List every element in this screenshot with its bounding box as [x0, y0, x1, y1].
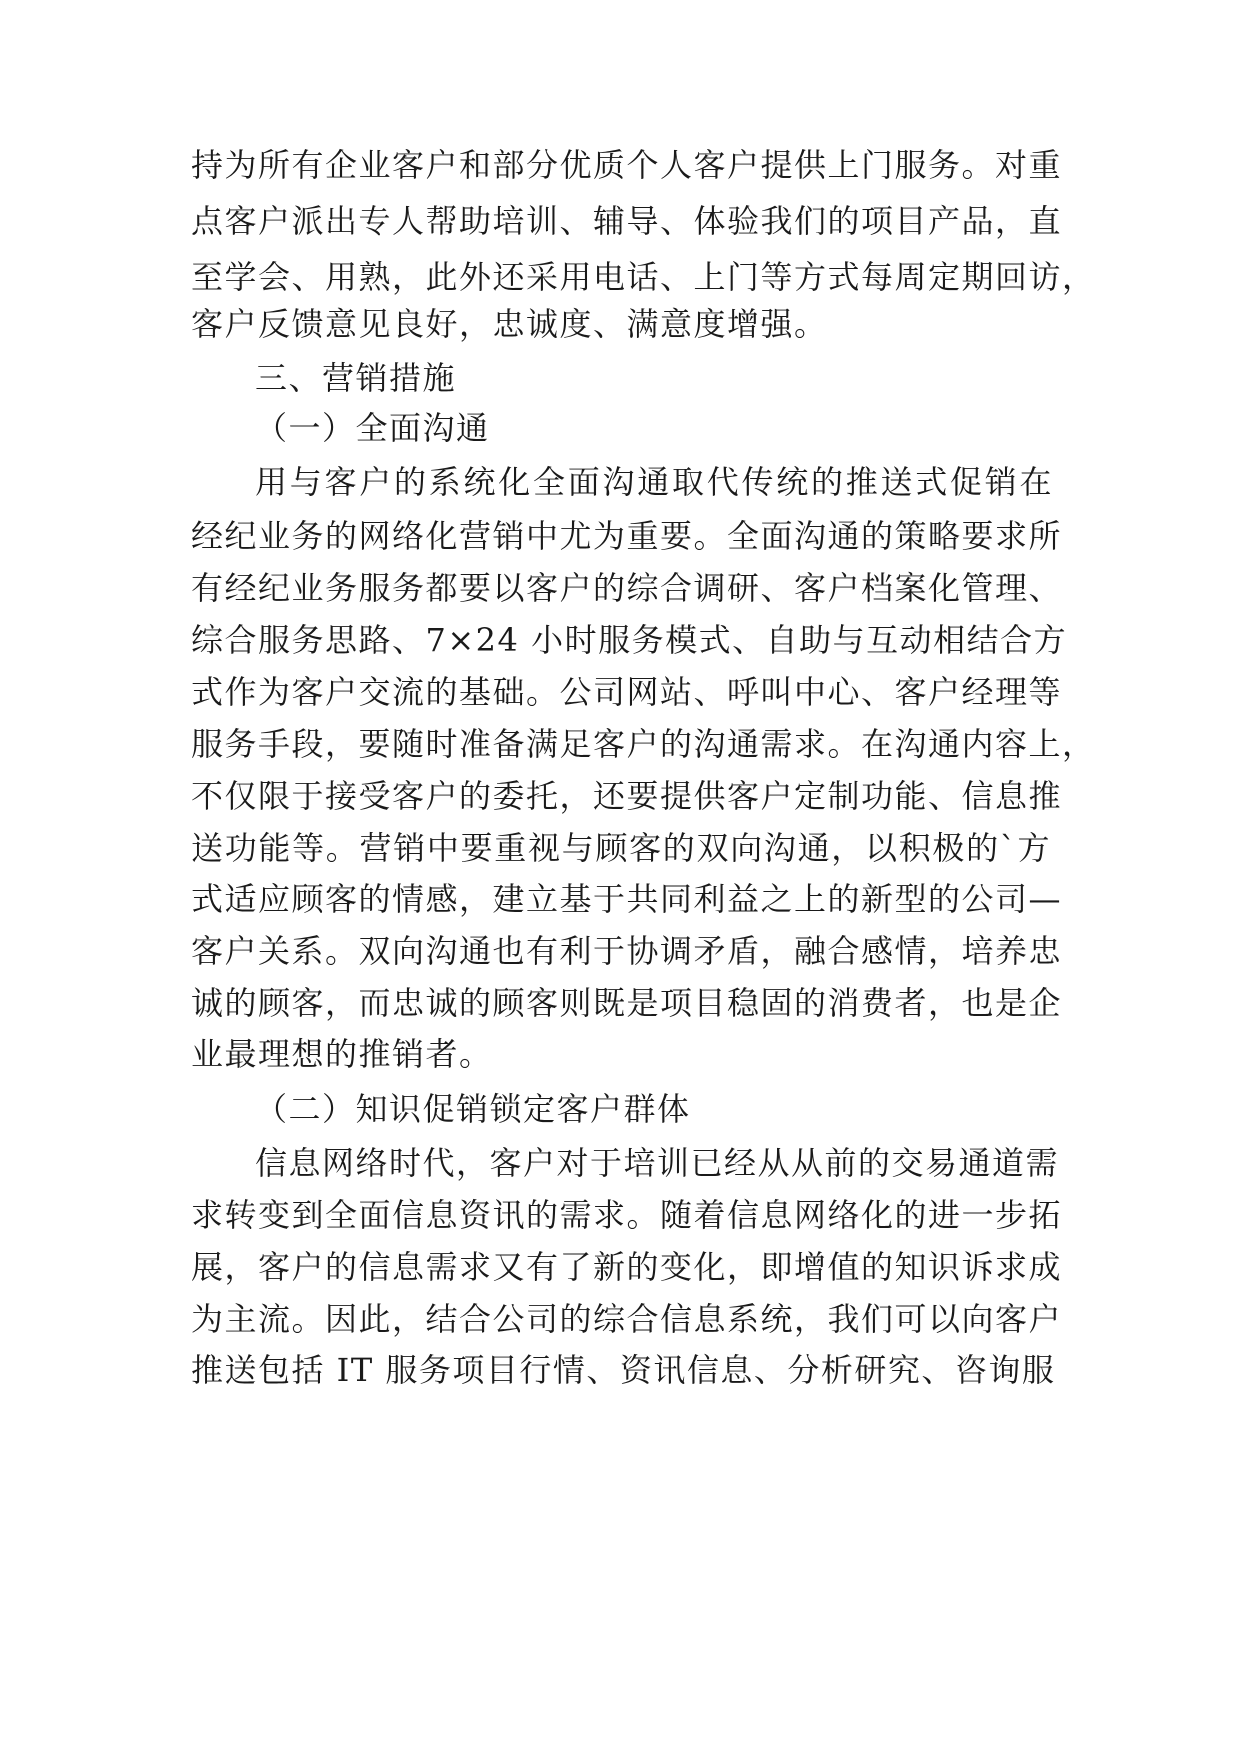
paragraph-line: 用与客户的系统化全面沟通取代传统的推送式促销在	[255, 463, 1053, 501]
paragraph-line: 式适应顾客的情感，建立基于共同利益之上的新型的公司—	[191, 880, 1063, 918]
paragraph-line: 推送包括 IT 服务项目行情、资讯信息、分析研究、咨询服	[191, 1351, 1056, 1389]
paragraph-line: 客户关系。双向沟通也有利于协调矛盾，融合感情，培养忠	[191, 932, 1063, 970]
paragraph-line: 客户反馈意见良好，忠诚度、满意度增强。	[191, 305, 828, 343]
paragraph-line: 求转变到全面信息资讯的需求。随着信息网络化的进一步拓	[191, 1196, 1063, 1234]
paragraph-line: 诚的顾客，而忠诚的顾客则既是项目稳固的消费者，也是企	[191, 984, 1063, 1022]
paragraph-line: 式作为客户交流的基础。公司网站、呼叫中心、客户经理等	[191, 673, 1063, 711]
paragraph-line: 经纪业务的网络化营销中尤为重要。全面沟通的策略要求所	[191, 517, 1063, 555]
paragraph-line: 综合服务思路、7×24 小时服务模式、自助与互动相结合方	[191, 621, 1068, 659]
paragraph-line: 信息网络时代，客户对于培训已经从从前的交易通道需	[255, 1144, 1060, 1182]
subsection-heading: （一）全面沟通	[255, 409, 490, 447]
paragraph-line: 业最理想的推销者。	[191, 1035, 493, 1073]
paragraph-line: 至学会、用熟，此外还采用电话、上门等方式每周定期回访，	[191, 258, 1096, 296]
paragraph-line: 展，客户的信息需求又有了新的变化，即增值的知识诉求成	[191, 1248, 1063, 1286]
paragraph-line: 有经纪业务服务都要以客户的综合调研、客户档案化管理、	[191, 569, 1063, 607]
section-heading: 三、营销措施	[255, 359, 457, 397]
paragraph-line: 持为所有企业客户和部分优质个人客户提供上门服务。对重	[191, 146, 1063, 184]
paragraph-line: 点客户派出专人帮助培训、辅导、体验我们的项目产品，直	[191, 202, 1063, 240]
paragraph-line: 服务手段，要随时准备满足客户的沟通需求。在沟通内容上，	[191, 725, 1096, 763]
subsection-heading: （二）知识促销锁定客户群体	[255, 1090, 691, 1128]
paragraph-line: 为主流。因此，结合公司的综合信息系统，我们可以向客户	[191, 1300, 1063, 1338]
paragraph-line: 送功能等。营销中要重视与顾客的双向沟通，以积极的`方	[191, 829, 1051, 867]
paragraph-line: 不仅限于接受客户的委托，还要提供客户定制功能、信息推	[191, 777, 1063, 815]
